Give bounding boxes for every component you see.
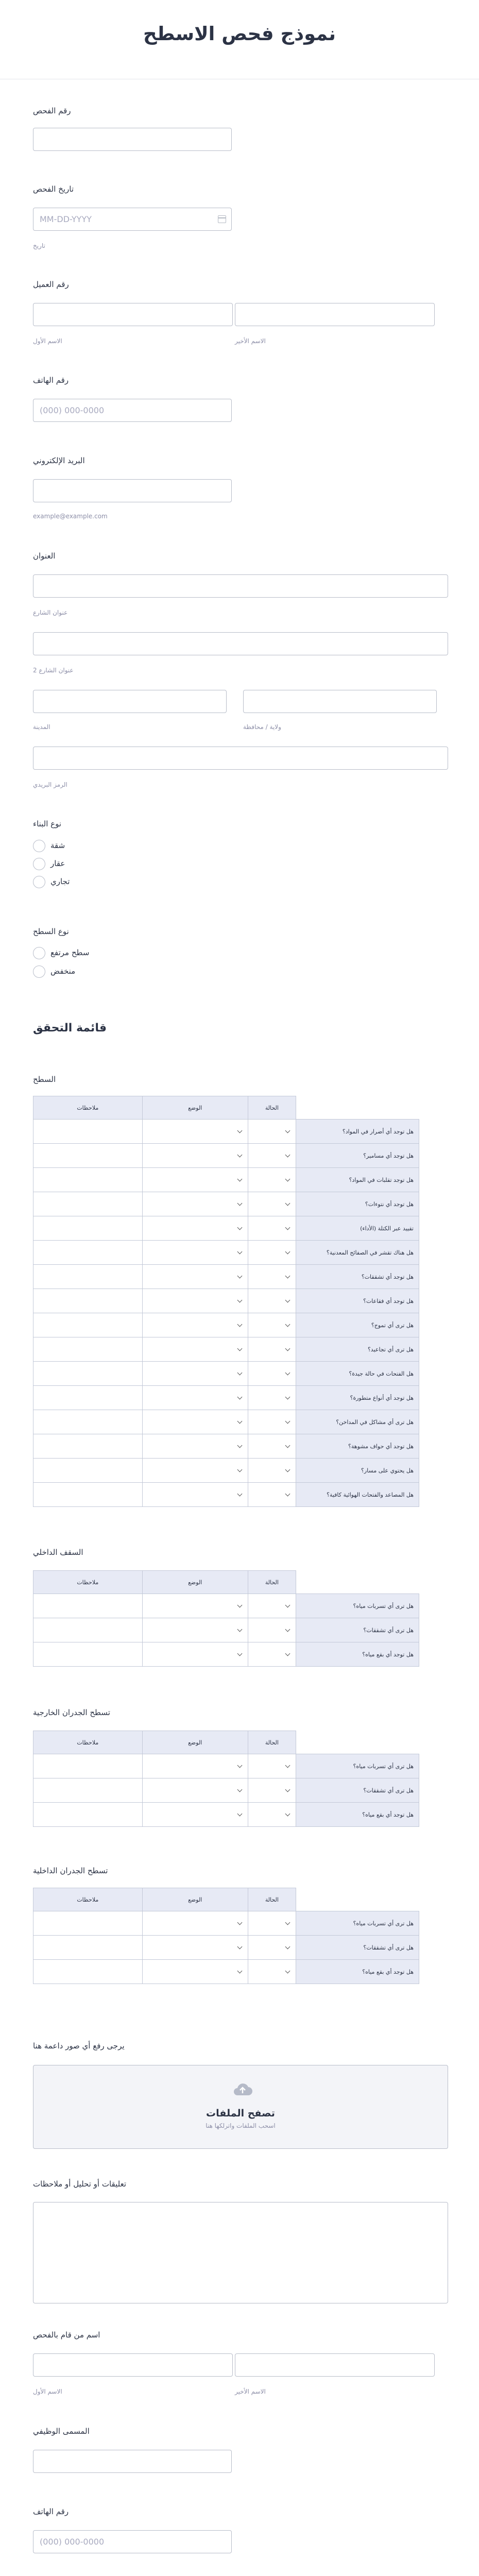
chevron-down-icon (237, 1763, 242, 1768)
checklist-heading: قائمة التحقق (33, 1022, 107, 1035)
matrix-row-label: هل توجد أي حواف مشوهة؟ (296, 1434, 419, 1459)
phone-placeholder: (000) 000-0000 (40, 405, 105, 415)
condition-dropdown[interactable] (142, 1754, 248, 1778)
matrix-row-label: هل توجد أي تشققات؟ (296, 1265, 419, 1289)
matrix-column-header: الحالة (248, 1731, 296, 1754)
comments-textarea[interactable] (33, 2202, 448, 2303)
chevron-down-icon (285, 1370, 290, 1376)
client-first-input[interactable] (33, 303, 233, 326)
matrix-row (33, 1192, 419, 1216)
status-dropdown[interactable] (248, 1618, 296, 1642)
chevron-down-icon (237, 1419, 242, 1424)
matrix-row-label: هل توجد أي أضرار في المواد؟ (296, 1120, 419, 1144)
chevron-down-icon (237, 1920, 242, 1925)
matrix-row-label: هل توجد أي بقع مياه؟ (296, 1960, 419, 1984)
chevron-down-icon (237, 1346, 242, 1351)
condition-dropdown[interactable] (142, 1642, 248, 1667)
status-dropdown[interactable] (248, 1168, 296, 1192)
chevron-down-icon (237, 1651, 242, 1656)
condition-dropdown[interactable] (142, 1803, 248, 1827)
exterior-walls-matrix (33, 1731, 419, 1827)
matrix-row (33, 1594, 419, 1618)
city-input[interactable] (33, 690, 227, 713)
inspector-first-sublabel: الاسم الأول (33, 2388, 62, 2395)
inspector-phone-label: رقم الهاتف (33, 2507, 69, 2516)
matrix-row (33, 1120, 419, 1144)
building-radio-commercial[interactable] (33, 876, 45, 888)
notes-cell-input[interactable] (33, 1618, 143, 1642)
email-input[interactable] (33, 479, 232, 502)
status-dropdown[interactable] (248, 1778, 296, 1803)
status-dropdown[interactable] (248, 1289, 296, 1313)
chevron-down-icon (237, 1467, 242, 1472)
inspector-phone-input[interactable] (33, 2530, 232, 2553)
cloud-upload-icon (232, 2081, 253, 2096)
matrix-row-label: هل ترى أي تسربات مياه؟ (296, 1911, 419, 1936)
matrix-row-label: هل توجد أي أنواع متطورة؟ (296, 1386, 419, 1410)
client-last-sublabel: الاسم الأخير (235, 337, 266, 345)
notes-cell-input[interactable] (33, 1192, 143, 1216)
status-dropdown[interactable] (248, 1459, 296, 1483)
status-dropdown[interactable] (248, 1265, 296, 1289)
notes-cell-input[interactable] (33, 1803, 143, 1827)
matrix-row (33, 1313, 419, 1337)
matrix-row (33, 1168, 419, 1192)
matrix-row (33, 1216, 419, 1241)
building-option-label: عقار (50, 859, 65, 868)
notes-cell-input[interactable] (33, 1434, 143, 1459)
chevron-down-icon (237, 1603, 242, 1608)
matrix-label: تسطح الجدران الخارجية (33, 1708, 110, 1717)
chevron-down-icon (237, 1201, 242, 1206)
matrix-row (33, 1754, 419, 1778)
matrix-corner (296, 1096, 419, 1120)
notes-cell-input[interactable] (33, 1594, 143, 1618)
matrix-row-label: هل توجد أي مسامير؟ (296, 1144, 419, 1168)
chevron-down-icon (285, 1225, 290, 1230)
notes-cell-input[interactable] (33, 1289, 143, 1313)
upload-title: تصفح الملفات (206, 2108, 275, 2119)
chevron-down-icon (285, 1128, 290, 1133)
inspector-name-label: اسم من قام بالفحص (33, 2330, 100, 2340)
matrix-row-label: هل ترى أي تجاعيد؟ (296, 1337, 419, 1362)
inspection-number-label: رقم الفحص (33, 106, 71, 115)
inspection-date-sublabel: تاريخ (33, 242, 45, 249)
inspection-date-placeholder: MM-DD-YYYY (40, 214, 92, 224)
chevron-down-icon (285, 1274, 290, 1279)
matrix-row-label: هل ترى أي مشاكل في المداخن؟ (296, 1410, 419, 1434)
client-number-label: رقم العميل (33, 280, 69, 289)
state-sublabel: ولاية / محافظة (243, 723, 281, 731)
status-dropdown[interactable] (248, 1362, 296, 1386)
matrix-row-label: هل ترى أي تشققات؟ (296, 1618, 419, 1642)
matrix-row-label: هل هناك تقشر في الصفائح المعدنية؟ (296, 1241, 419, 1265)
status-dropdown[interactable] (248, 1960, 296, 1984)
matrix-row (33, 1410, 419, 1434)
matrix-column-header: الوضع (142, 1888, 248, 1911)
condition-dropdown[interactable] (142, 1216, 248, 1241)
status-dropdown[interactable] (248, 1386, 296, 1410)
matrix-column-header: الوضع (142, 1096, 248, 1120)
roof-matrix (33, 1096, 419, 1507)
matrix-column-header: الحالة (248, 1888, 296, 1911)
chevron-down-icon (285, 1322, 290, 1327)
matrix-corner (296, 1731, 419, 1754)
condition-dropdown[interactable] (142, 1410, 248, 1434)
condition-dropdown[interactable] (142, 1337, 248, 1362)
condition-dropdown[interactable] (142, 1192, 248, 1216)
chevron-down-icon (285, 1603, 290, 1608)
chevron-down-icon (237, 1322, 242, 1327)
notes-cell-input[interactable] (33, 1362, 143, 1386)
chevron-down-icon (237, 1298, 242, 1303)
condition-dropdown[interactable] (142, 1386, 248, 1410)
zip-sublabel: الرمز البريدي (33, 781, 67, 788)
matrix-corner (296, 1888, 419, 1911)
condition-dropdown[interactable] (142, 1594, 248, 1618)
chevron-down-icon (237, 1627, 242, 1632)
city-sublabel: المدينة (33, 723, 50, 731)
status-dropdown[interactable] (248, 1337, 296, 1362)
matrix-label: السطح (33, 1075, 56, 1084)
condition-dropdown[interactable] (142, 1778, 248, 1803)
matrix-row-label: هل ترى أي تموج؟ (296, 1313, 419, 1337)
matrix-row (33, 1618, 419, 1642)
notes-cell-input[interactable] (33, 1778, 143, 1803)
chevron-down-icon (285, 1395, 290, 1400)
matrix-row (33, 1265, 419, 1289)
chevron-down-icon (285, 1467, 290, 1472)
matrix-row-label: هل المصاعد والفتحات الهوائية كافية؟ (296, 1483, 419, 1507)
street1-input[interactable] (33, 574, 448, 598)
condition-dropdown[interactable] (142, 1459, 248, 1483)
matrix-column-header: ملاحظات (33, 1888, 143, 1911)
status-dropdown[interactable] (248, 1434, 296, 1459)
status-dropdown[interactable] (248, 1936, 296, 1960)
matrix-column-header: الحالة (248, 1571, 296, 1594)
chevron-down-icon (237, 1944, 242, 1950)
chevron-down-icon (285, 1969, 290, 1974)
chevron-down-icon (237, 1787, 242, 1792)
chevron-down-icon (285, 1651, 290, 1656)
notes-cell-input[interactable] (33, 1216, 143, 1241)
matrix-row-label: هل توجد أي فقاعات؟ (296, 1289, 419, 1313)
matrix-row-label: تقييد عبر الكتلة (الأداء) (296, 1216, 419, 1241)
notes-cell-input[interactable] (33, 1265, 143, 1289)
notes-cell-input[interactable] (33, 1483, 143, 1507)
status-dropdown[interactable] (248, 1410, 296, 1434)
inspector-last-input[interactable] (235, 2353, 435, 2377)
form-title: نموذج فحص الاسطح (143, 23, 336, 45)
notes-cell-input[interactable] (33, 1168, 143, 1192)
matrix-row (33, 1936, 419, 1960)
notes-cell-input[interactable] (33, 1386, 143, 1410)
chevron-down-icon (237, 1153, 242, 1158)
inspection-number-input[interactable] (33, 128, 232, 151)
chevron-down-icon (237, 1492, 242, 1497)
condition-dropdown[interactable] (142, 1362, 248, 1386)
chevron-down-icon (285, 1763, 290, 1768)
matrix-corner (296, 1571, 419, 1594)
chevron-down-icon (285, 1201, 290, 1206)
notes-cell-input[interactable] (33, 1337, 143, 1362)
matrix-row (33, 1778, 419, 1803)
roof-radio-high[interactable] (33, 947, 45, 959)
chevron-down-icon (237, 1225, 242, 1230)
notes-cell-input[interactable] (33, 1144, 143, 1168)
matrix-row (33, 1386, 419, 1410)
notes-cell-input[interactable] (33, 1960, 143, 1984)
matrix-label: السقف الداخلي (33, 1548, 83, 1557)
condition-dropdown[interactable] (142, 1241, 248, 1265)
chevron-down-icon (285, 1944, 290, 1950)
phone-label: رقم الهاتف (33, 376, 69, 385)
matrix-row (33, 1434, 419, 1459)
job-title-label: المسمى الوظيفي (33, 2427, 90, 2436)
matrix-row-label: هل ترى أي تشققات؟ (296, 1936, 419, 1960)
matrix-column-header: ملاحظات (33, 1571, 143, 1594)
chevron-down-icon (237, 1274, 242, 1279)
notes-cell-input[interactable] (33, 1313, 143, 1337)
notes-cell-input[interactable] (33, 1459, 143, 1483)
building-option-label: شقة (50, 841, 65, 850)
matrix-row (33, 1483, 419, 1507)
matrix-row (33, 1144, 419, 1168)
condition-dropdown[interactable] (142, 1960, 248, 1984)
notes-cell-input[interactable] (33, 1754, 143, 1778)
street2-sublabel: عنوان الشارع 2 (33, 667, 74, 674)
condition-dropdown[interactable] (142, 1120, 248, 1144)
condition-dropdown[interactable] (142, 1483, 248, 1507)
condition-dropdown[interactable] (142, 1313, 248, 1337)
chevron-down-icon (285, 1249, 290, 1255)
inspector-last-sublabel: الاسم الأخير (235, 2388, 266, 2395)
inspection-date-label: تاريخ الفحص (33, 184, 74, 194)
notes-cell-input[interactable] (33, 1241, 143, 1265)
condition-dropdown[interactable] (142, 1936, 248, 1960)
status-dropdown[interactable] (248, 1241, 296, 1265)
roof-option-label: سطح مرتفع (50, 948, 90, 957)
matrix-row-label: هل ترى أي تسربات مياه؟ (296, 1594, 419, 1618)
file-upload-area[interactable] (33, 2065, 448, 2149)
status-dropdown[interactable] (248, 1216, 296, 1241)
job-title-input[interactable] (33, 2450, 232, 2473)
matrix-row (33, 1803, 419, 1827)
status-dropdown[interactable] (248, 1803, 296, 1827)
matrix-row-label: هل ترى أي تسربات مياه؟ (296, 1754, 419, 1778)
condition-dropdown[interactable] (142, 1911, 248, 1936)
notes-cell-input[interactable] (33, 1911, 143, 1936)
inspector-first-input[interactable] (33, 2353, 233, 2377)
state-input[interactable] (243, 690, 437, 713)
matrix-column-header: ملاحظات (33, 1731, 143, 1754)
status-dropdown[interactable] (248, 1754, 296, 1778)
matrix-row-label: هل توجد أي بقع مياه؟ (296, 1803, 419, 1827)
matrix-row (33, 1289, 419, 1313)
chevron-down-icon (237, 1370, 242, 1376)
building-option-label: تجاري (50, 877, 70, 886)
matrix-row-label: هل توجد تقلبات في المواد؟ (296, 1168, 419, 1192)
chevron-down-icon (285, 1153, 290, 1158)
chevron-down-icon (285, 1177, 290, 1182)
chevron-down-icon (285, 1920, 290, 1925)
condition-dropdown[interactable] (142, 1434, 248, 1459)
chevron-down-icon (237, 1969, 242, 1974)
notes-cell-input[interactable] (33, 1410, 143, 1434)
matrix-column-header: الوضع (142, 1731, 248, 1754)
matrix-row (33, 1459, 419, 1483)
email-sublabel: example@example.com (33, 513, 108, 520)
matrix-row-label: هل توجد أي بقع مياه؟ (296, 1642, 419, 1667)
ceiling-matrix (33, 1570, 419, 1667)
client-first-sublabel: الاسم الأول (33, 337, 62, 345)
email-label: البريد الإلكتروني (33, 456, 85, 465)
upload-subtitle: اسحب الملفات واترلكها هنا (206, 2122, 276, 2129)
status-dropdown[interactable] (248, 1594, 296, 1618)
status-dropdown[interactable] (248, 1642, 296, 1667)
notes-cell-input[interactable] (33, 1120, 143, 1144)
matrix-column-header: ملاحظات (33, 1096, 143, 1120)
client-last-input[interactable] (235, 303, 435, 326)
chevron-down-icon (237, 1443, 242, 1448)
inspector-phone-placeholder: (000) 000-0000 (40, 2537, 105, 2547)
chevron-down-icon (237, 1811, 242, 1817)
roof-type-label: نوع السطح (33, 927, 69, 936)
chevron-down-icon (285, 1419, 290, 1424)
status-dropdown[interactable] (248, 1313, 296, 1337)
matrix-row (33, 1911, 419, 1936)
status-dropdown[interactable] (248, 1911, 296, 1936)
chevron-down-icon (285, 1443, 290, 1448)
condition-dropdown[interactable] (142, 1168, 248, 1192)
status-dropdown[interactable] (248, 1120, 296, 1144)
matrix-row (33, 1362, 419, 1386)
matrix-row (33, 1241, 419, 1265)
upload-label: يرجى رفع أي صور داعمة هنا (33, 2041, 125, 2050)
chevron-down-icon (285, 1627, 290, 1632)
address-label: العنوان (33, 551, 56, 561)
building-radio-apartment[interactable] (33, 840, 45, 852)
zip-input[interactable] (33, 747, 448, 770)
inspection-date-input[interactable] (33, 208, 232, 231)
building-type-label: نوع البناء (33, 819, 62, 828)
matrix-row-label: هل توجد أي نتوءات؟ (296, 1192, 419, 1216)
notes-cell-input[interactable] (33, 1936, 143, 1960)
condition-dropdown[interactable] (142, 1618, 248, 1642)
street1-sublabel: عنوان الشارع (33, 609, 68, 616)
status-dropdown[interactable] (248, 1192, 296, 1216)
chevron-down-icon (285, 1298, 290, 1303)
interior-walls-matrix (33, 1888, 419, 1984)
condition-dropdown[interactable] (142, 1289, 248, 1313)
chevron-down-icon (285, 1811, 290, 1817)
chevron-down-icon (285, 1787, 290, 1792)
phone-input[interactable] (33, 399, 232, 422)
matrix-column-header: الحالة (248, 1096, 296, 1120)
chevron-down-icon (285, 1346, 290, 1351)
matrix-row-label: هل الفتحات في حالة جيدة؟ (296, 1362, 419, 1386)
status-dropdown[interactable] (248, 1483, 296, 1507)
chevron-down-icon (237, 1177, 242, 1182)
calendar-icon[interactable] (218, 215, 226, 223)
building-radio-property[interactable] (33, 858, 45, 870)
matrix-row (33, 1642, 419, 1667)
roof-option-label: منخفض (50, 967, 76, 976)
chevron-down-icon (237, 1128, 242, 1133)
notes-cell-input[interactable] (33, 1642, 143, 1667)
street2-input[interactable] (33, 632, 448, 655)
matrix-label: تسطح الجدران الداخلية (33, 1866, 108, 1875)
matrix-row (33, 1960, 419, 1984)
condition-dropdown[interactable] (142, 1265, 248, 1289)
matrix-row-label: هل ترى أي تشققات؟ (296, 1778, 419, 1803)
condition-dropdown[interactable] (142, 1144, 248, 1168)
roof-radio-low[interactable] (33, 965, 45, 978)
chevron-down-icon (237, 1249, 242, 1255)
status-dropdown[interactable] (248, 1144, 296, 1168)
matrix-row-label: هل يحتوي على مسار؟ (296, 1459, 419, 1483)
matrix-row (33, 1337, 419, 1362)
chevron-down-icon (237, 1395, 242, 1400)
matrix-column-header: الوضع (142, 1571, 248, 1594)
comments-label: تعليقات أو تحليل أو ملاحظات (33, 2179, 127, 2189)
chevron-down-icon (285, 1492, 290, 1497)
